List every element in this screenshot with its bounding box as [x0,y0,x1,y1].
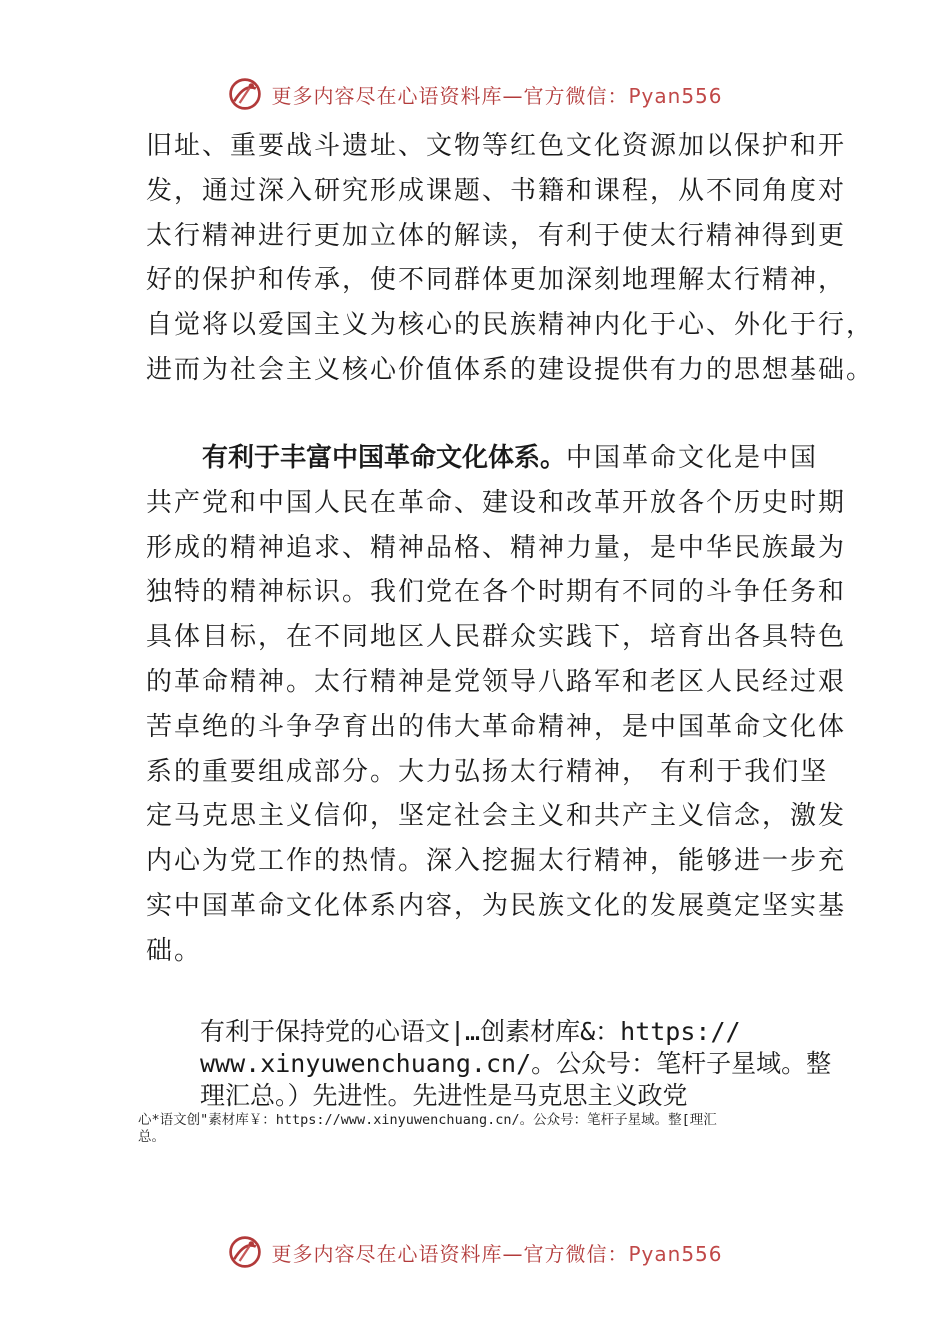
paragraph-line: 好的保护和传承，使不同群体更加深刻地理解太行精神， [146,265,847,296]
paragraph-1 [146,124,875,393]
paragraph-line: 内心为党工作的热情。深入挖掘太行精神，能够进一步充 [146,846,847,877]
brand-logo-icon [227,1234,263,1270]
paragraph-2 [146,436,846,974]
small-note-line: 总。 [138,1129,165,1145]
header-banner [0,70,950,118]
footer-text [200,1016,840,1112]
paragraph-line: 太行精神进行更加立体的解读，有利于使太行精神得到更 [146,220,847,251]
paragraph-line: 自觉将以爱国主义为核心的民族精神内化于心、外化于行， [146,310,875,341]
footer-banner-label: 更多内容尽在心语资料库—官方微信： [271,1241,629,1266]
paragraph-line: 础。 [146,935,203,966]
paragraph-line: 独特的精神标识。我们党在各个时期有不同的斗争任务和 [146,577,847,608]
brand-logo-icon [227,76,263,112]
paragraph-line: 形成的精神追求、精神品格、精神力量，是中华民族最为 [146,532,847,563]
paragraph-line: 具体目标，在不同地区人民群众实践下，培育出各具特色 [146,622,847,653]
header-banner-label: 更多内容尽在心语资料库—官方微信： [271,83,629,108]
paragraph-line: 旧址、重要战斗遗址、文物等红色文化资源加以保护和开 [146,131,847,161]
footer-banner [0,1228,950,1276]
paragraph-line: 发，通过深入研究形成课题、书籍和课程，从不同角度对 [146,175,847,206]
paragraph-line: 苦卓绝的斗争孕育出的伟大革命精神，是中国革命文化体 [146,711,847,742]
small-note [138,1112,838,1146]
paragraph-line: 系的重要组成部分。大力弘扬太行精神， 有利于我们坚 [146,756,829,787]
section-heading: 有利于丰富中国革命文化体系。 [202,443,567,473]
header-banner-wechat: Pyan556 [628,83,723,108]
footer-line: www.xinyuwenchuang.cn/。公众号：笔杆子星域。整 [200,1049,832,1078]
footer-banner-text [271,1238,722,1267]
paragraph-line-rest: 中国革命文化是中国 [566,443,819,473]
small-note-line: 心*语文创"素材库￥：https://www.xinyuwenchuang.cn/。公众号：笔杆子星域。整[理汇 [138,1112,717,1128]
footer-line: 理汇总。）先进性。先进性是马克思主义政党 [200,1081,688,1110]
paragraph-first-line [146,436,846,481]
paragraph-line: 定马克思主义信仰，坚定社会主义和共产主义信念，激发 [146,801,847,832]
paragraph-line: 共产党和中国人民在革命、建设和改革开放各个历史时期 [146,487,847,518]
footer-banner-wechat: Pyan556 [628,1241,723,1266]
footer-line: 有利于保持党的心语文|…创素材库&：https:// [200,1017,741,1046]
paragraph-line: 的革命精神。太行精神是党领导八路军和老区人民经过艰 [146,666,847,697]
paragraph-line: 进而为社会主义核心价值体系的建设提供有力的思想基础。 [146,354,875,385]
paragraph-line: 实中国革命文化体系内容，为民族文化的发展奠定坚实基 [146,890,847,921]
header-banner-text [271,80,722,109]
